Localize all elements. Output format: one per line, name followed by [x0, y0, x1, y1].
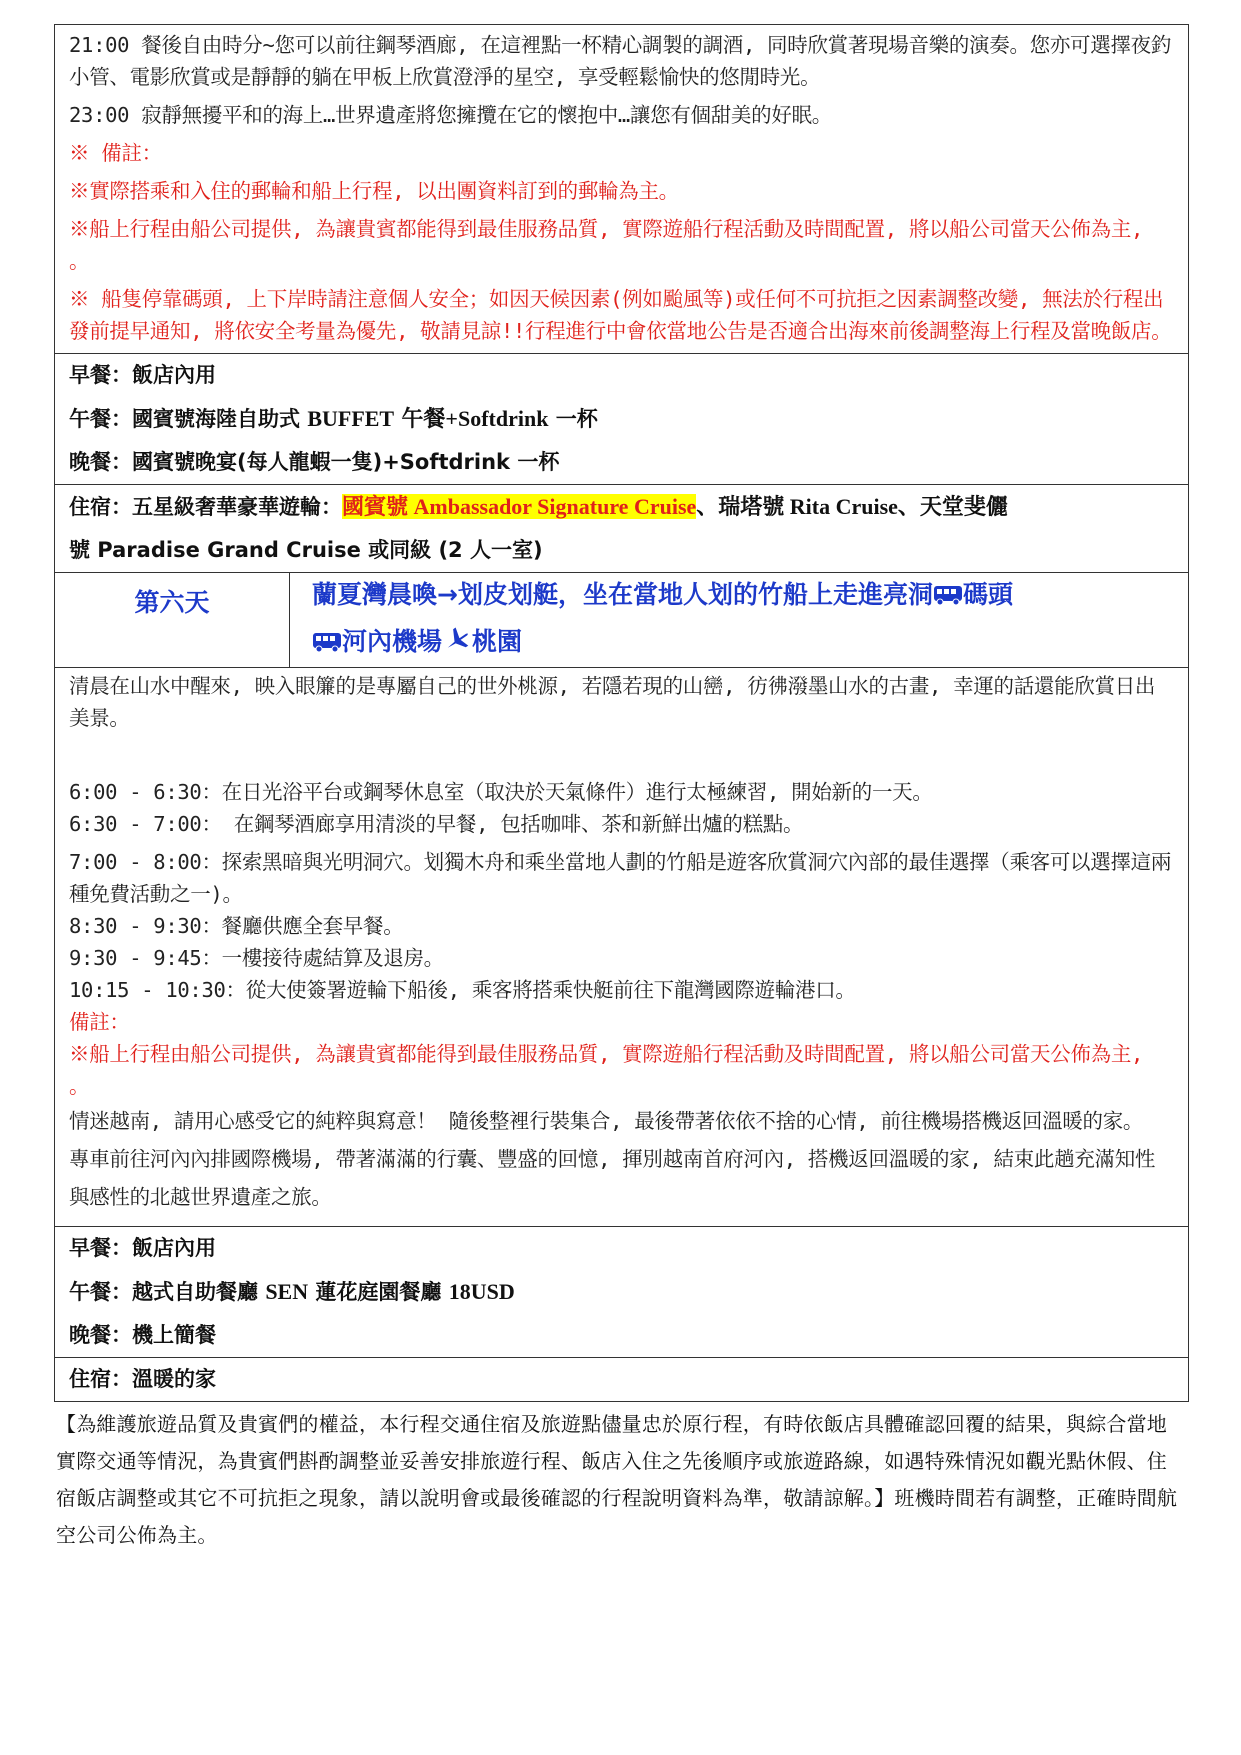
notes-title: ※ 備註： — [69, 141, 162, 165]
day-intro: 清晨在山水中醒來, 映入眼簾的是專屬自己的世外桃源, 若隱若現的山巒, 彷彿潑墨山水的古畫, 幸運的話還能欣賞日出美景。 — [69, 674, 1156, 730]
day5-detail-row — [55, 25, 1189, 354]
itinerary-page — [54, 24, 1188, 1554]
day-title-text: 蘭夏灣晨喚→划皮划艇，坐在當地人划的竹船上走進亮洞 — [312, 580, 933, 609]
bus-icon — [312, 623, 342, 667]
schedule-item: 6:30 - 7:00： 在鋼琴酒廊享用清淡的早餐, 包括咖啡、茶和新鮮出爐的糕點。 — [69, 812, 804, 836]
hotel-alternatives: 、瑞塔號 Rita Cruise、天堂斐儷 — [696, 494, 1008, 519]
day-title — [290, 573, 1189, 668]
schedule-item: 6:00 - 6:30：在日光浴平台或鋼琴休息室（取決於天氣條件）進行太極練習, 開始新的一天。 — [69, 780, 933, 804]
lunch-line — [69, 397, 1174, 441]
notes-title: 備註： — [69, 1010, 130, 1034]
dinner-text: 晚餐：國賓號晚宴(每人龍蝦一隻)+Softdrink — [69, 450, 511, 474]
dinner-line — [69, 441, 1174, 484]
lunch-line — [69, 1270, 1174, 1314]
note-item: ※船上行程由船公司提供, 為讓貴賓都能得到最佳服務品質, 實際遊船行程活動及時間配置, 將以船公司當天公佈為主, 。 — [69, 217, 1144, 273]
hotel-prefix: 住宿：五星級奢華豪華遊輪： — [69, 495, 342, 519]
bus-icon — [933, 576, 963, 620]
schedule-item: 9:30 - 9:45：一樓接待處結算及退房。 — [69, 946, 444, 970]
itinerary-table — [54, 24, 1189, 1402]
schedule-item: 21:00 餐後自由時分~您可以前往鋼琴酒廊, 在這裡點一杯精心調製的調酒, 同時欣賞著現場音樂的演奏。您亦可選擇夜釣小管、電影欣賞或是靜靜的躺在甲板上欣賞澄淨的星空, 享受輕鬆愉快的悠閒時光。 — [69, 33, 1172, 89]
schedule-item: 23:00 寂靜無擾平和的海上…世界遺產將您擁攬在它的懷抱中…讓您有個甜美的好眠。 — [69, 103, 832, 127]
day-label: 第六天 — [55, 573, 290, 668]
day6-detail-row — [55, 668, 1189, 1227]
lunch-text: 蓮花庭園餐廳 — [315, 1280, 442, 1304]
breakfast-line: 早餐：飯店內用 — [69, 1236, 216, 1260]
day-title-text: 桃園 — [472, 627, 523, 656]
schedule-item: 8:30 - 9:30：餐廳供應全套早餐。 — [69, 914, 404, 938]
day6-header-row — [55, 573, 1189, 668]
schedule-item: 7:00 - 8:00：探索黑暗與光明洞穴。划獨木舟和乘坐當地人劃的竹船是遊客欣賞洞穴內部的最佳選擇（乘客可以選擇這兩種免費活動之一)。 — [69, 850, 1172, 906]
note-item: ※船上行程由船公司提供, 為讓貴賓都能得到最佳服務品質, 實際遊船行程活動及時間配置, 將以船公司當天公佈為主, 。 — [69, 1042, 1144, 1098]
lunch-text: SEN — [265, 1279, 309, 1304]
lunch-text: 午餐：國賓號海陸自助式 — [69, 407, 300, 431]
plane-icon — [442, 623, 472, 667]
breakfast-line: 早餐：飯店內用 — [69, 363, 216, 387]
schedule-item: 10:15 - 10:30：從大使簽署遊輪下船後, 乘客將搭乘快艇前往下龍灣國際遊輪港口。 — [69, 978, 856, 1002]
day-title-text: 河內機場 — [342, 627, 443, 656]
lunch-text: 一杯 — [555, 407, 598, 431]
spacer — [69, 734, 1174, 776]
footer-disclaimer: 【為維護旅遊品質及貴賓們的權益，本行程交通住宿及旅遊點儘量忠於原行程，有時依飯店具體確認回覆的結果，與綜合當地實際交通等情況，為貴賓們斟酌調整並妥善安排旅遊行程、飯店入住之先後順序或旅遊路線，如遇特殊情況如觀光點休假、住宿飯店調整或其它不可抗拒之現象，請以說明會或最後確認的行程說明資料為準，敬請諒解。】班機時間若有調整，正確時間航空公司公佈為主。 — [56, 1412, 1178, 1547]
hotel-highlight: 國賓號 Ambassador Signature Cruise — [342, 494, 697, 519]
lunch-text: 午餐：越式自助餐廳 — [69, 1280, 258, 1304]
closing-text: 情迷越南, 請用心感受它的純粹與寫意！ 隨後整裡行裝集合, 最後帶著依依不捨的心情, 前往機場搭機返回溫暖的家。 專車前往河內內排國際機場, 帶著滿滿的行囊、豐盛的回憶, 揮別越南首府河內, 搭機返回溫暖的家, 結束此趟充滿知性與感性的北越世界遺產之旅。 — [69, 1109, 1156, 1209]
dinner-text: 一杯 — [517, 450, 560, 474]
note-item: ※ 船隻停靠碼頭, 上下岸時請注意個人安全；如因天候因素(例如颱風等)或任何不可抗拒之因素調整改變, 無法於行程出發前提早通知, 將依安全考量為優先, 敬請見諒!!行程進行中會依當地公告是否適合出海來前後調整海上行程及當晚飯店。 — [69, 287, 1172, 343]
hotel-line — [69, 485, 1174, 529]
day5-meals-row — [55, 354, 1189, 485]
note-item: ※實際搭乘和入住的郵輪和船上行程, 以出團資料訂到的郵輪為主。 — [69, 179, 679, 203]
hotel-line: 住宿：溫暖的家 — [69, 1367, 216, 1391]
lunch-text: 18USD — [448, 1279, 515, 1304]
day6-hotel-row — [55, 1358, 1189, 1402]
day6-meals-row — [55, 1227, 1189, 1358]
dinner-line: 晚餐：機上簡餐 — [69, 1323, 216, 1347]
day5-hotel-row — [55, 485, 1189, 573]
day-title-text: 碼頭 — [962, 580, 1013, 609]
lunch-text: BUFFET — [307, 406, 395, 431]
lunch-text: 午餐+Softdrink — [401, 406, 549, 431]
hotel-line-2: 號 Paradise Grand Cruise 或同級 (2 人一室) — [69, 538, 543, 562]
